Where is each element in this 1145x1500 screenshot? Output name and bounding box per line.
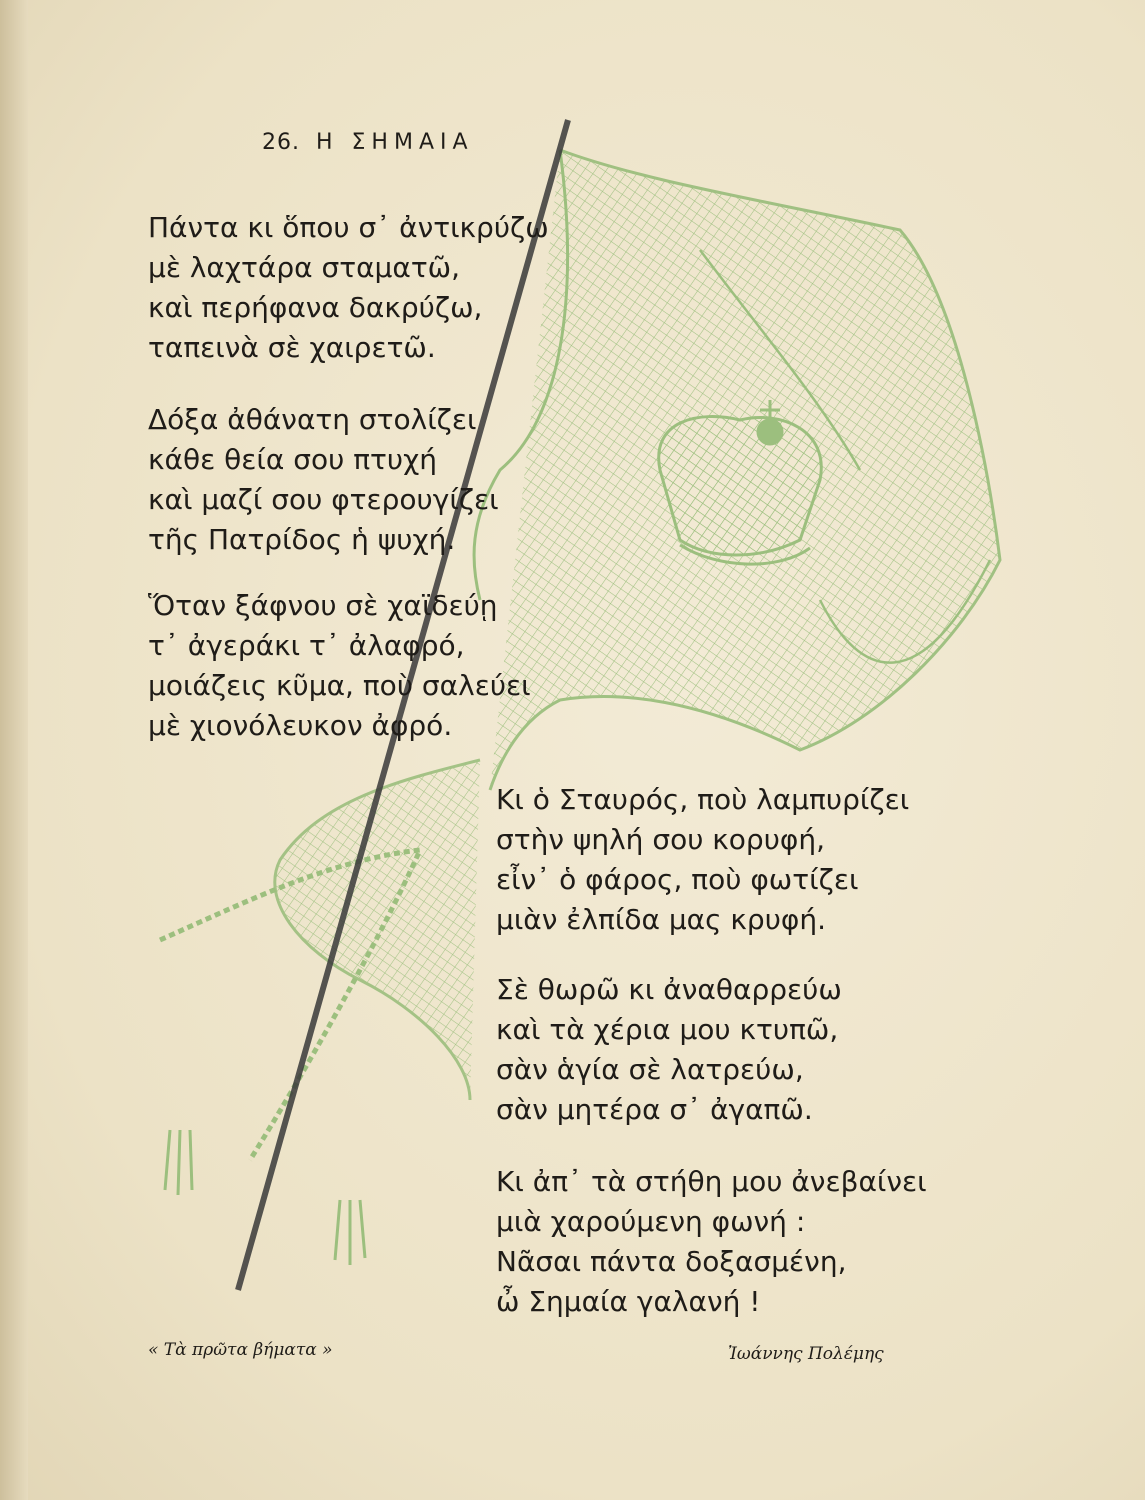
- verse-line: στὴν ψηλή σου κορυφή,: [496, 823, 826, 856]
- verse-line: Νᾶσαι πάντα δοξασμένη,: [496, 1245, 847, 1278]
- tassel: [335, 1200, 365, 1265]
- poem-heading: [262, 130, 474, 155]
- verse-line: Κι ὁ Σταυρός, ποὺ λαμπυρίζει: [496, 783, 910, 816]
- verse-line: Σὲ θωρῶ κι ἀναθαρρεύω: [496, 973, 842, 1006]
- stanza-4: [496, 780, 909, 940]
- verse-line: Κι ἀπ᾿ τὰ στήθη μου ἀνεβαίνει: [496, 1165, 927, 1198]
- verse-line: καὶ μαζί σου φτερουγίζει: [148, 483, 499, 516]
- verse-line: μιὰ χαρούμενη φωνή :: [496, 1205, 806, 1238]
- verse-line: μὲ λαχτάρα σταματῶ,: [148, 251, 461, 284]
- stanza-3: [148, 586, 531, 746]
- stanza-2: [148, 400, 499, 560]
- verse-line: μοιάζεις κῦμα, ποὺ σαλεύει: [148, 669, 531, 702]
- tassel: [165, 1130, 192, 1195]
- verse-line: Ὅταν ξάφνου σὲ χαϊδεύῃ: [148, 589, 498, 622]
- verse-line: Πάντα κι ὅπου σ᾿ ἀντικρύζω: [148, 211, 549, 244]
- verse-line: σὰν ἁγία σὲ λατρεύω,: [496, 1053, 804, 1086]
- stanza-5: [496, 970, 842, 1130]
- poem-number: 26.: [262, 130, 300, 155]
- verse-line: ὦ Σημαία γαλανή !: [496, 1285, 761, 1318]
- verse-line: μιὰν ἐλπίδα μας κρυφή.: [496, 903, 827, 936]
- verse-line: ταπεινὰ σὲ χαιρετῶ.: [148, 331, 436, 364]
- author-name: Ἰωάννης Πολέμης: [728, 1344, 884, 1364]
- stanza-6: [496, 1162, 927, 1322]
- verse-line: καὶ περήφανα δακρύζω,: [148, 291, 483, 324]
- source-citation: « Τὰ πρῶτα βήματα »: [148, 1340, 333, 1360]
- verse-line: τῆς Πατρίδος ἡ ψυχή.: [148, 523, 456, 556]
- verse-line: εἶν᾿ ὁ φάρος, ποὺ φωτίζει: [496, 863, 859, 896]
- verse-line: τ᾿ ἀγεράκι τ᾿ ἀλαφρό,: [148, 629, 465, 662]
- poem-title: Η ΣΗΜΑΙΑ: [316, 130, 474, 155]
- verse-line: σὰν μητέρα σ᾿ ἀγαπῶ.: [496, 1093, 813, 1126]
- verse-line: καὶ τὰ χέρια μου κτυπῶ,: [496, 1013, 839, 1046]
- verse-line: μὲ χιονόλευκον ἀφρό.: [148, 709, 453, 742]
- stanza-1: [148, 208, 549, 368]
- verse-line: Δόξα ἀθάνατη στολίζει: [148, 403, 477, 436]
- verse-line: κάθε θεία σου πτυχή: [148, 443, 438, 476]
